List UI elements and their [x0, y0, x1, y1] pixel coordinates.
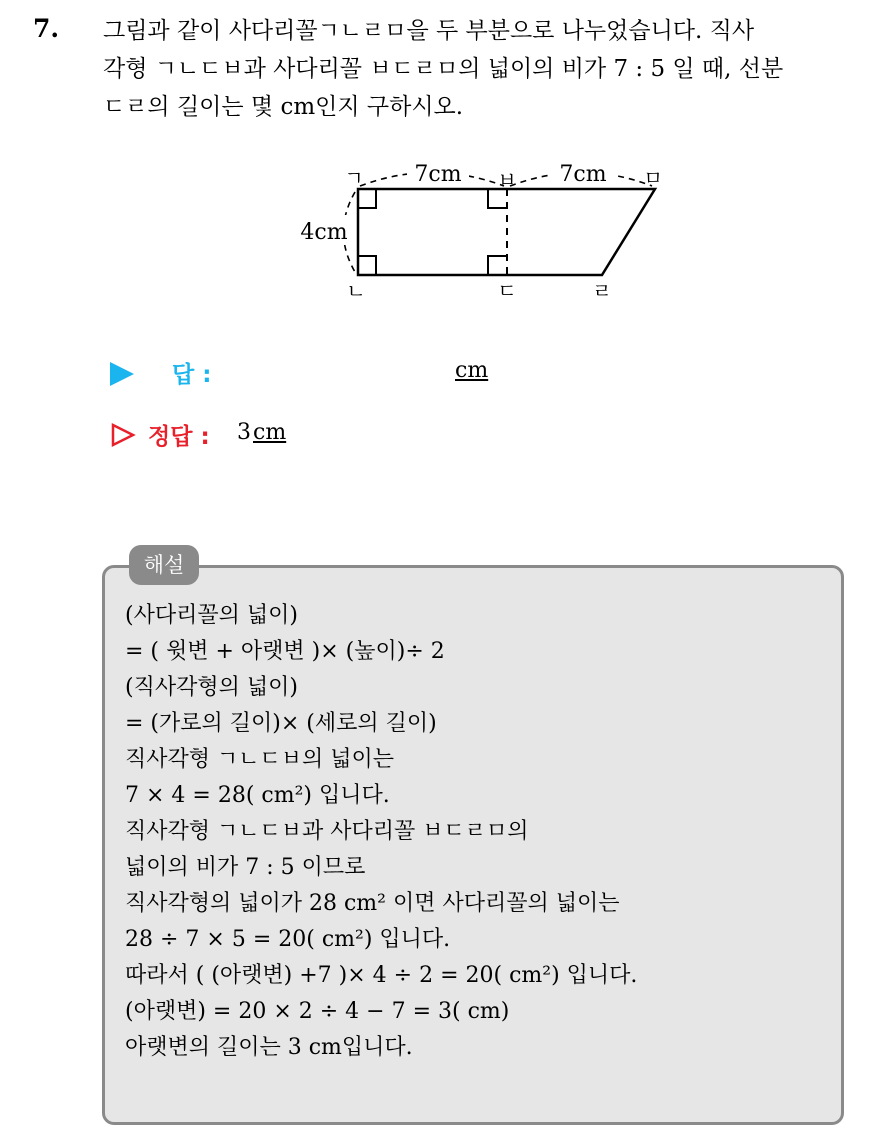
- play-triangle-icon: [110, 362, 134, 386]
- explanation-line: 따라서 ( (아랫변) +7 )× 4 ÷ 2 = 20( cm²) 입니다.: [125, 963, 638, 988]
- answer-blank-unit[interactable]: cm: [455, 358, 489, 383]
- explanation-line: (직사각형의 넓이): [125, 675, 298, 700]
- question-number: 7.: [33, 14, 60, 43]
- explanation-line: 직사각형 ㄱㄴㄷㅂ과 사다리꼴 ㅂㄷㄹㅁ의: [125, 819, 529, 844]
- question-line: ㄷㄹ의 길이는 몇 cm인지 구하시오.: [103, 94, 464, 120]
- explanation-line: = ( 윗변 + 아랫변 )× (높이)÷ 2: [125, 639, 445, 664]
- dimension-label: 7cm: [414, 162, 462, 187]
- explanation-line: 직사각형의 넓이가 28 cm² 이면 사다리꼴의 넓이는: [125, 891, 620, 916]
- vertex-label: ㄴ: [346, 279, 366, 303]
- explanation-line: 넓이의 비가 7 : 5 이므로: [125, 855, 366, 880]
- question-line: 그림과 같이 사다리꼴ㄱㄴㄹㅁ을 두 부분으로 나누었습니다. 직사: [103, 18, 755, 44]
- vertex-label: ㄷ: [497, 279, 517, 303]
- dimension-label: 7cm: [559, 162, 607, 187]
- dimension-label: 4cm: [300, 220, 348, 245]
- right-angle-mark: [358, 256, 376, 275]
- explanation-line: 28 ÷ 7 × 5 = 20( cm²) 입니다.: [125, 927, 451, 952]
- answer-row: [110, 356, 610, 390]
- correct-answer-label: 정답 :: [148, 424, 210, 450]
- right-angle-mark: [488, 256, 507, 275]
- explanation-tab: 해설: [129, 545, 199, 585]
- explanation-text: [125, 598, 637, 1066]
- explanation-line: (아랫변) = 20 × 2 ÷ 4 − 7 = 3( cm): [125, 999, 510, 1024]
- explanation-line: = (가로의 길이)× (세로의 길이): [125, 711, 437, 736]
- explanation-line: 7 × 4 = 28( cm²) 입니다.: [125, 783, 390, 808]
- vertex-label: ㄹ: [592, 279, 612, 303]
- question-text: [103, 12, 863, 126]
- outline-triangle-icon: [110, 422, 136, 448]
- vertex-label: ㄱ: [344, 166, 364, 190]
- explanation-line: 직사각형 ㄱㄴㄷㅂ의 넓이는: [125, 747, 395, 772]
- explanation-line: 아랫변의 길이는 3 cm입니다.: [125, 1035, 413, 1060]
- answer-label: 답 :: [172, 362, 212, 388]
- trapezoid-figure: [280, 155, 680, 305]
- explanation-line: (사다리꼴의 넓이): [125, 603, 298, 628]
- correct-answer-value: 3cm: [237, 420, 287, 445]
- question-line: 각형 ㄱㄴㄷㅂ과 사다리꼴 ㅂㄷㄹㅁ의 넓이의 비가 7 : 5 일 때, 선분: [103, 56, 784, 82]
- vertex-label: ㅂ: [497, 168, 517, 192]
- right-angle-mark: [358, 189, 376, 208]
- vertex-label: ㅁ: [643, 166, 663, 190]
- correct-answer-row: [110, 418, 610, 452]
